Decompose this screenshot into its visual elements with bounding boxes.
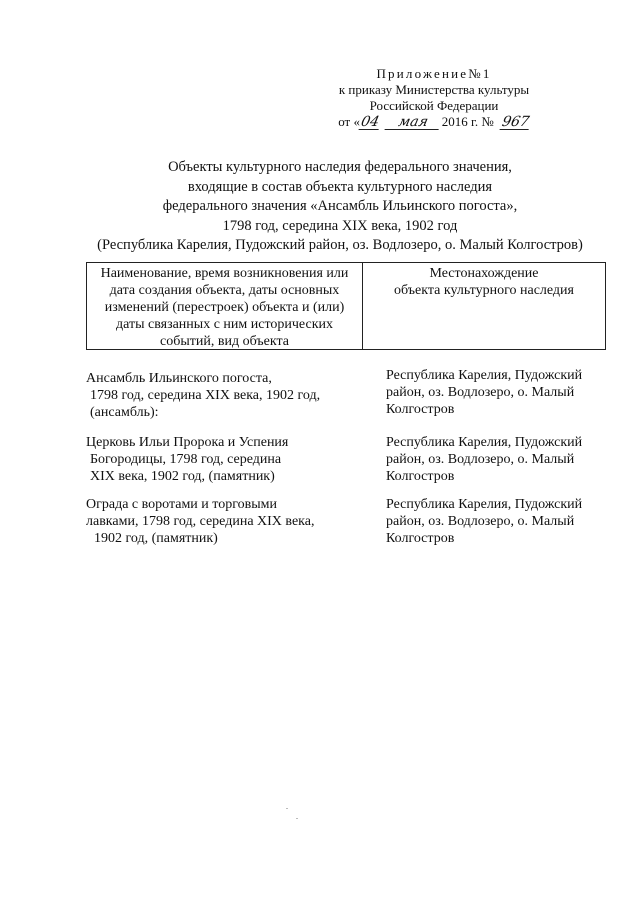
header-name-line: событий, вид объекта xyxy=(160,334,289,349)
title-line: Объекты культурного наследия федерального значения, xyxy=(168,159,512,175)
object-location-line: Республика Карелия, Пудожский xyxy=(386,497,583,512)
object-name-line: Богородицы, 1798 год, середина xyxy=(90,452,282,467)
object-name-line: Ограда с воротами и торговыми xyxy=(86,497,277,512)
object-name xyxy=(86,434,361,485)
header-cell-location xyxy=(363,263,605,349)
title-line: входящие в состав объекта культурного наследия xyxy=(187,178,493,195)
title-line: (Республика Карелия, Пудожский район, оз. Водлозеро, о. Малый Колгостров) xyxy=(97,237,583,253)
object-location-line: Колгостров xyxy=(386,531,455,546)
document-title xyxy=(60,158,620,256)
object-location-line: Колгостров xyxy=(386,469,455,484)
header-name-line: изменений (перестроек) объекта и (или) xyxy=(104,300,345,315)
header-location-line: объекта культурного наследия xyxy=(394,283,574,298)
object-location-line: район, оз. Водлозеро, о. Малый xyxy=(386,514,575,529)
object-name-line: Ансамбль Ильинского погоста, xyxy=(86,371,272,386)
object-location xyxy=(386,496,606,547)
handwritten-day: 04 xyxy=(359,114,381,130)
list-item xyxy=(86,370,606,422)
scan-speck xyxy=(296,818,298,819)
object-name-line: 1798 год, середина XIX века, 1902 год, xyxy=(90,388,321,403)
title-line: 1798 год, середина XIX века, 1902 год xyxy=(222,217,458,234)
appendix-line-ministry: Российской Федерации xyxy=(369,98,499,113)
object-location-line: район, оз. Водлозеро, о. Малый xyxy=(386,385,575,400)
list-item xyxy=(86,496,606,548)
table-header xyxy=(86,262,606,350)
handwritten-order-number: 967 xyxy=(500,114,531,130)
handwritten-month: мая xyxy=(384,116,441,130)
scan-speck xyxy=(286,808,288,809)
date-prefix: от « xyxy=(338,114,360,129)
date-year: 2016 г. № xyxy=(441,114,494,129)
object-location-line: Республика Карелия, Пудожский xyxy=(386,368,583,383)
header-name-line: дата создания объекта, даты основных xyxy=(109,283,340,298)
object-location-line: Колгостров xyxy=(386,402,455,417)
header-location-line: Местонахождение xyxy=(429,266,539,281)
object-location-line: район, оз. Водлозеро, о. Малый xyxy=(386,452,575,467)
title-line: федерального значения «Ансамбль Ильинского погоста», xyxy=(162,198,518,214)
appendix-date-line xyxy=(314,114,554,130)
object-name xyxy=(86,370,361,421)
object-name-line: (ансамбль): xyxy=(90,405,159,420)
object-name-line: лавками, 1798 год, середина XIX века, xyxy=(86,514,315,529)
object-name-line: Церковь Ильи Пророка и Успения xyxy=(86,435,289,450)
object-location xyxy=(386,370,606,418)
header-cell-name xyxy=(87,263,363,349)
object-name xyxy=(86,496,361,547)
list-item xyxy=(86,434,606,486)
appendix-line-order: к приказу Министерства культуры xyxy=(338,82,530,97)
appendix-header xyxy=(314,66,554,130)
object-location-line: Республика Карелия, Пудожский xyxy=(386,435,583,450)
header-name-line: Наименование, время возникновения или xyxy=(100,266,349,281)
header-name-line: даты связанных с ним исторических xyxy=(115,317,333,332)
object-name-line: 1902 год, (памятник) xyxy=(94,531,218,546)
appendix-number: Приложение№1 xyxy=(376,66,492,81)
object-location xyxy=(386,434,606,485)
object-name-line: XIX века, 1902 год, (памятник) xyxy=(90,469,275,484)
